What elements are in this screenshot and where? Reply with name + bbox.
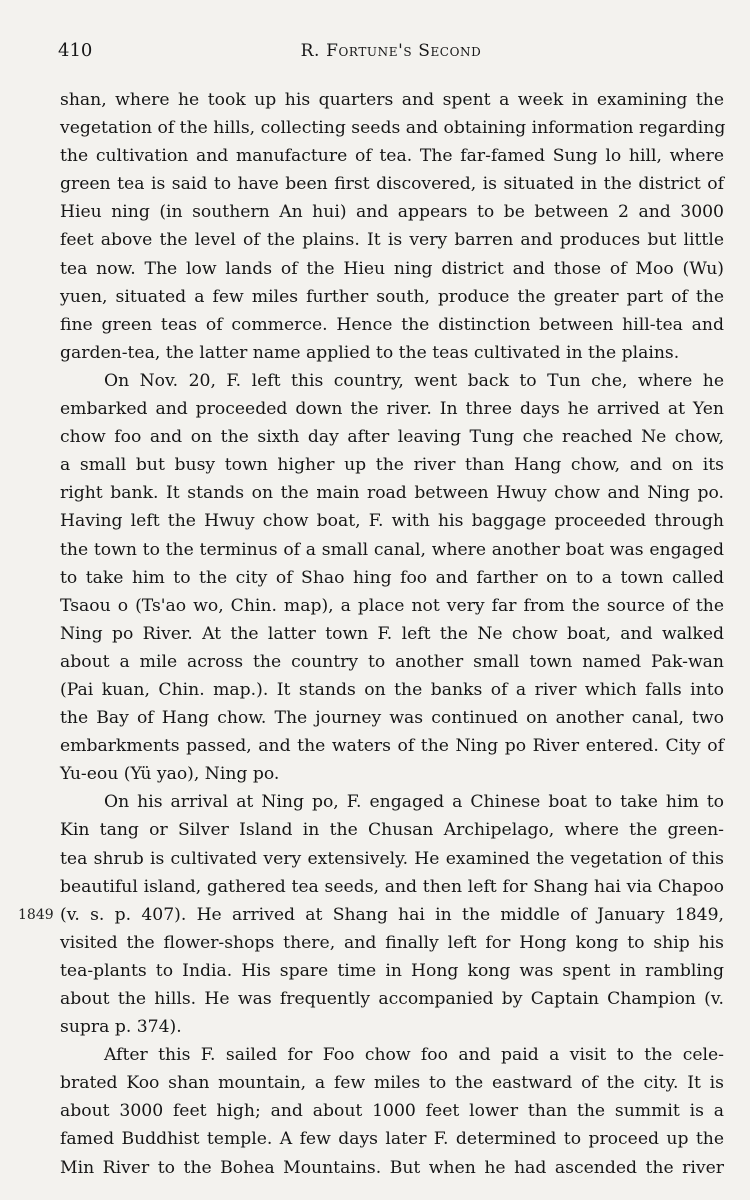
paragraph-first-line: On his arrival at Ning po, F. engaged a Chinese boat to take him to	[104, 792, 724, 813]
text-line: shan, where he took up his quarters and spent a week in examining the	[60, 90, 724, 110]
text-line: tea now. The low lands of the Hieu ning district and those of Moo (Wu)	[60, 258, 724, 279]
text-line: garden-tea, the latter name applied to the teas cultivated in the plains.	[60, 342, 680, 363]
text-line: supra p. 374).	[60, 1017, 182, 1038]
text-line-with-margin-note	[18, 901, 724, 929]
paragraph-first-line: After this F. sailed for Foo chow foo and paid a visit to the cele-	[104, 1045, 724, 1066]
text-line: Ning po River. At the latter town F. left the Ne chow boat, and walked	[60, 623, 724, 644]
text-line: the cultivation and manufacture of tea. The far-famed Sung lo hill, where	[60, 146, 724, 167]
text-line: about 3000 feet high; and about 1000 feet lower than the summit is a	[60, 1101, 724, 1122]
text-line: Tsaou o (Ts'ao wo, Chin. map), a place not very far from the source of the	[60, 595, 724, 616]
text-line: (Pai kuan, Chin. map.). It stands on the banks of a river which falls into	[60, 679, 724, 700]
text-line: chow foo and on the sixth day after leaving Tung che reached Ne chow,	[60, 427, 724, 448]
text-line: Yu-eou (Yü yao), Ning po.	[60, 764, 280, 785]
page-header	[58, 38, 724, 64]
text-line: tea-plants to India. His spare time in Hong kong was spent in rambling	[60, 960, 724, 981]
page-number: 410	[58, 40, 93, 61]
text-line: Hieu ning (in southern An hui) and appears to be between 2 and 3000	[60, 202, 724, 223]
text-line: brated Koo shan mountain, a few miles to the eastward of the city. It is	[60, 1073, 724, 1094]
text-line: Min River to the Bohea Mountains. But when he had ascended the river	[60, 1157, 724, 1178]
text-line: right bank. It stands on the main road between Hwuy chow and Ning po.	[60, 483, 724, 504]
text-line: the town to the terminus of a small canal, where another boat was engaged	[60, 539, 724, 560]
text-line: about the hills. He was frequently accompanied by Captain Champion (v.	[60, 989, 724, 1009]
body-text	[18, 86, 726, 1182]
text-line: famed Buddhist temple. A few days later F. determined to proceed up the	[60, 1129, 724, 1150]
text-line: embarkments passed, and the waters of the Ning po River entered. City of	[60, 736, 724, 757]
margin-note-year: 1849	[18, 906, 54, 923]
running-title: R. Fortune's Second	[300, 41, 482, 61]
text-line-content: (v. s. p. 407). He arrived at Shang hai in the middle of January 1849,	[60, 904, 724, 925]
text-line: a small but busy town higher up the river than Hang chow, and on its	[60, 455, 724, 476]
text-line: to take him to the city of Shao hing foo and farther on to a town called	[60, 567, 724, 588]
text-line: beautiful island, gathered tea seeds, and then left for Shang hai via Chapoo	[60, 876, 724, 897]
text-line: the Bay of Hang chow. The journey was continued on another canal, two	[60, 708, 724, 729]
text-line: Having left the Hwuy chow boat, F. with his baggage proceeded through	[60, 511, 724, 532]
text-line: vegetation of the hills, collecting seeds and obtaining information regarding	[60, 118, 726, 139]
text-line: feet above the level of the plains. It is very barren and produces but little	[60, 230, 724, 251]
text-line: Kin tang or Silver Island in the Chusan Archipelago, where the green-	[60, 820, 724, 841]
text-line: green tea is said to have been first discovered, is situated in the district of	[60, 174, 724, 195]
text-line: about a mile across the country to another small town named Pak-wan	[60, 651, 724, 672]
text-line: embarked and proceeded down the river. In three days he arrived at Yen	[60, 399, 724, 420]
text-line: fine green teas of commerce. Hence the distinction between hill-tea and	[60, 314, 724, 335]
text-line: yuen, situated a few miles further south, produce the greater part of the	[60, 286, 724, 307]
text-line: tea shrub is cultivated very extensively. He examined the vegetation of this	[60, 848, 724, 869]
paragraph-first-line: On Nov. 20, F. left this country, went back to Tun che, where he	[104, 370, 724, 391]
text-line: visited the flower-shops there, and finally left for Hong kong to ship his	[60, 932, 724, 953]
